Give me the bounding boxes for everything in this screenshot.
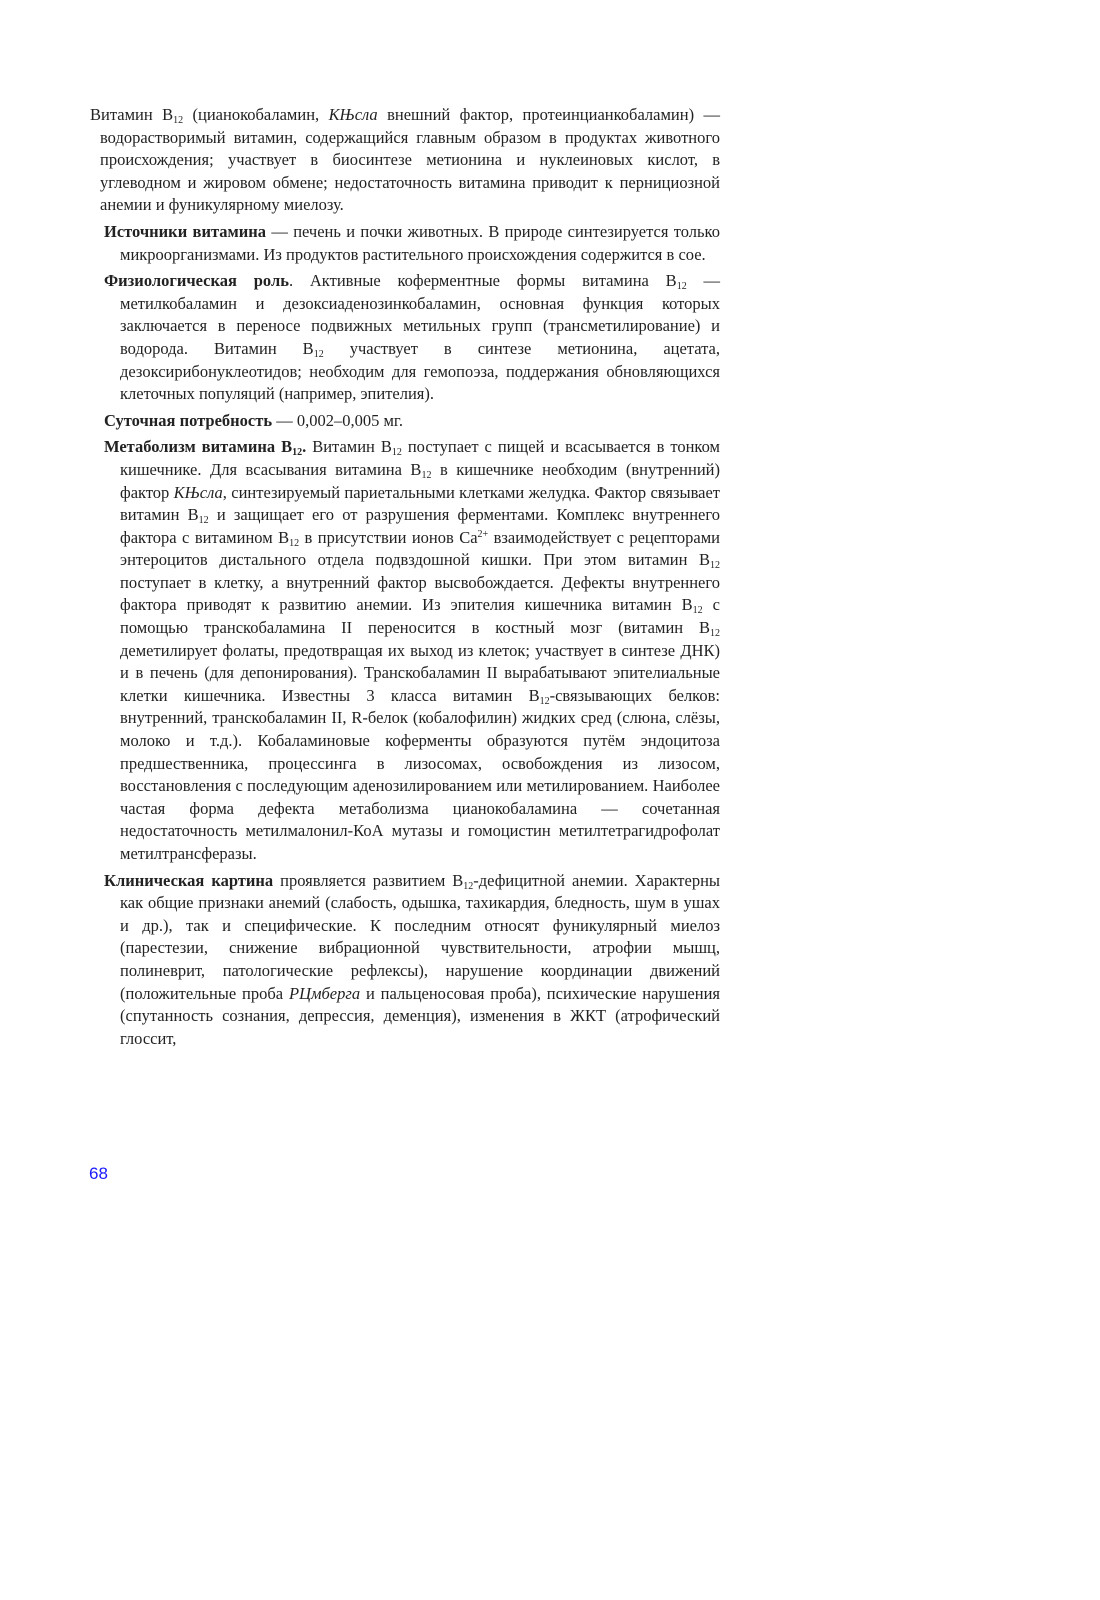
daily-heading: Суточная потребность [104,410,273,430]
metabolism-text: в присутствии ионов Ca [299,527,478,547]
daily-paragraph [90,410,720,433]
clinical-text: проявляется развитием B [273,870,464,890]
metabolism-text: взаимодействует с рецепторами энтероцитов дистального отдела подвздошной кишки. При этом витамин B [120,527,720,570]
page-number: 68 [89,1164,108,1183]
metabolism-text: с помощью транскобаламина II переносится в костный мозг (витамин B [120,595,720,638]
intro-text: (цианокобаламин, [183,105,329,124]
subscript: 12 [313,348,324,360]
clinical-text: и пальценосовая проба), психические нарушения (спутанность сознания, депрессия, деменция), изменения в ЖКТ (атрофический глоссит, [120,983,720,1048]
role-paragraph [90,270,720,406]
metabolism-text: поступает в клетку, а внутренний фактор высвобождается. Дефекты внутреннего фактора приводят к развитию анемии. Из эпителия кишечника витамин B [120,572,720,615]
clinical-heading: Клиническая картина [104,870,274,890]
subscript: 12 [692,605,703,617]
intro-text: Витамин B [90,105,174,124]
metabolism-italic-term: КЊсла [173,482,223,502]
role-heading: Физиологическая роль [104,271,289,291]
daily-text: — 0,002–0,005 мг. [272,410,403,430]
metabolism-text: , синтезируемый париетальными клетками желудка. Фактор связывает витамин B [120,482,721,525]
clinical-italic-term: РЦмберга [288,983,361,1003]
metabolism-text: деметилирует фолаты, предотвращая их выход из клеток; участвует в синтезе ДНК) и в печень (для депонирования). Транскобаламин II вырабатывают эпителиальные клетки кишечника. Известны 3 класса витамин B [120,640,720,705]
clinical-paragraph [90,870,720,1051]
subscript: 12 [391,447,402,459]
role-text: . Активные коферментные формы витамина B [288,271,677,291]
subscript: 12 [539,695,550,707]
intro-paragraph [90,104,720,217]
intro-text: внешний фактор, протеинцианкобаламин) — водорастворимый витамин, содержащийся главным образом в продуктах животного происхождения; участвует в биосинтезе метионина и нуклеиновых кислот, в углеводном и жировом обмене; недостаточность витамина приводит к пернициозной анемии и фуникулярному миелозу. [100,105,720,215]
clinical-text: -дефицитной анемии. Характерны как общие признаки анемий (слабость, одышка, тахикардия, бледность, шум в ушах и др.), так и специфические. К последним относят фуникулярный миелоз (парестезии, снижение вибрационной чувствительности, атрофии мышц, полиневрит, патологические рефлексы), нарушение координации движений (положительные проба [120,870,720,1003]
role-text: — метилкобаламин и дезоксиаденозинкобаламин, основная функция которых заключается в переносе подвижных метильных групп (трансметилирование) и водорода. Витамин B [120,271,721,358]
heading-text: . [302,437,307,457]
metabolism-heading [104,437,307,459]
subscript: 12 [710,628,720,640]
heading-text: Метаболизм витамина B [104,437,293,457]
body-text [90,104,720,1054]
role-text: участвует в синтезе метионина, ацетата, дезоксирибонуклеотидов; необходим для гемопоэза, поддержания обновляющихся клеточных популяций (например, эпителия). [120,338,720,404]
sources-paragraph [90,221,720,266]
subscript: 12 [463,880,474,892]
metabolism-text: в кишечнике необходим (внутренний) фактор [120,459,720,502]
subscript: 12 [710,560,720,572]
sources-text: — печень и почки животных. В природе синтезируется только микроорганизмами. Из продуктов растительного происхождения содержится в сое. [120,221,720,264]
subscript: 12 [289,537,300,549]
sources-heading: Источники витамина [104,221,267,241]
subscript: 12 [292,447,303,459]
intro-italic-term: КЊсла [328,105,378,124]
subscript: 12 [173,115,184,126]
metabolism-text: -связывающих белков: внутренний, транскобаламин II, R-белок (кобалофилин) жидких сред (слюна, слёзы, молоко и т.д.). Кобаламиновые коферменты образуются путём эндоцитоза предшественника, процессинга в лизосомах, освобождения из лизосом, восстановления с последующим аденозилированием или метилированием. Наиболее частая форма дефекта метаболизма цианокобаламина — сочетанная недостаточность метилмалонил-КоА мутазы и гомоцистин метилтетрагидрофолат метилтрансферазы. [120,685,720,863]
subscript: 12 [198,515,209,527]
metabolism-text: поступает с пищей и всасывается в тонком кишечнике. Для всасывания витамина B [120,437,720,479]
superscript: 2+ [477,528,489,540]
metabolism-text: Витамин B [306,437,392,457]
subscript: 12 [676,281,687,293]
metabolism-text: и защищает его от разрушения ферментами. Комплекс внутреннего фактора с витамином B [120,505,720,547]
subscript: 12 [421,469,432,481]
metabolism-paragraph [90,436,720,865]
